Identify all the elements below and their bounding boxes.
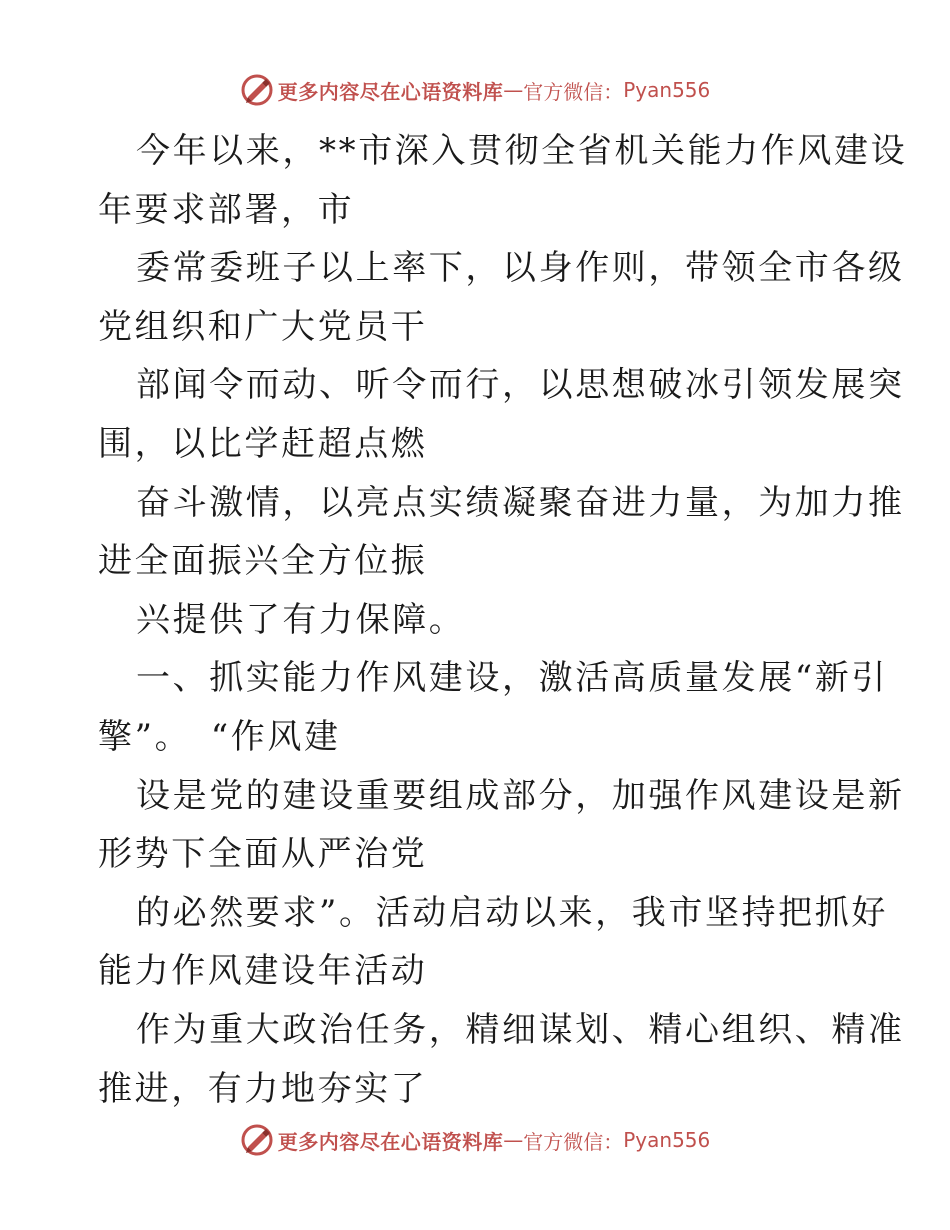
text-line: 形势下全面从严治党 [98, 834, 428, 875]
footer-wechat-id: Pyan556 [623, 1128, 711, 1152]
page-footer [0, 1120, 950, 1160]
text-line: 推进，有力地夯实了 [98, 1068, 428, 1109]
text-line: 进全面振兴全方位振 [98, 541, 428, 582]
text-line: 围，以比学赶超点燃 [98, 423, 428, 464]
header-wechat-label: 官方微信： [523, 79, 624, 104]
text-line: 部闻令而动、听令而行，以思想破冰引领发展突 [136, 365, 905, 406]
text-line: 今年以来，**市深入贯彻全省机关能力作风建设 [136, 131, 908, 171]
logo-icon [240, 73, 274, 107]
text-line: 年要求部署，市 [98, 189, 355, 230]
footer-separator: — [503, 1128, 524, 1152]
text-line: 擎”。 “作风建 [98, 716, 341, 757]
text-line: 作为重大政治任务，精细谋划、精心组织、精准 [136, 1009, 905, 1050]
text-line: 设是党的建设重要组成部分，加强作风建设是新 [136, 775, 905, 816]
text-line: 能力作风建设年活动 [98, 951, 428, 992]
text-line: 委常委班子以上率下，以身作则，带领全市各级 [136, 248, 905, 289]
section-heading-line: 一、抓实能力作风建设，激活高质量发展“新引 [136, 658, 888, 699]
text-line: 党组织和广大党员干 [98, 306, 428, 347]
text-line: 奋斗激情，以亮点实绩凝聚奋进力量，为加力推 [136, 482, 905, 523]
page-header [0, 70, 950, 110]
text-line: 兴提供了有力保障。 [136, 599, 466, 640]
logo-icon [240, 1123, 274, 1157]
header-separator: — [503, 78, 524, 102]
footer-brand-text: 更多内容尽在心语资料库 [277, 1129, 504, 1154]
footer-wechat-label: 官方微信： [523, 1129, 624, 1154]
header-wechat-id: Pyan556 [623, 78, 711, 102]
header-brand-text: 更多内容尽在心语资料库 [277, 79, 504, 104]
text-line: 的必然要求”。活动启动以来，我市坚持把抓好 [136, 892, 888, 933]
document-body [98, 122, 908, 1118]
